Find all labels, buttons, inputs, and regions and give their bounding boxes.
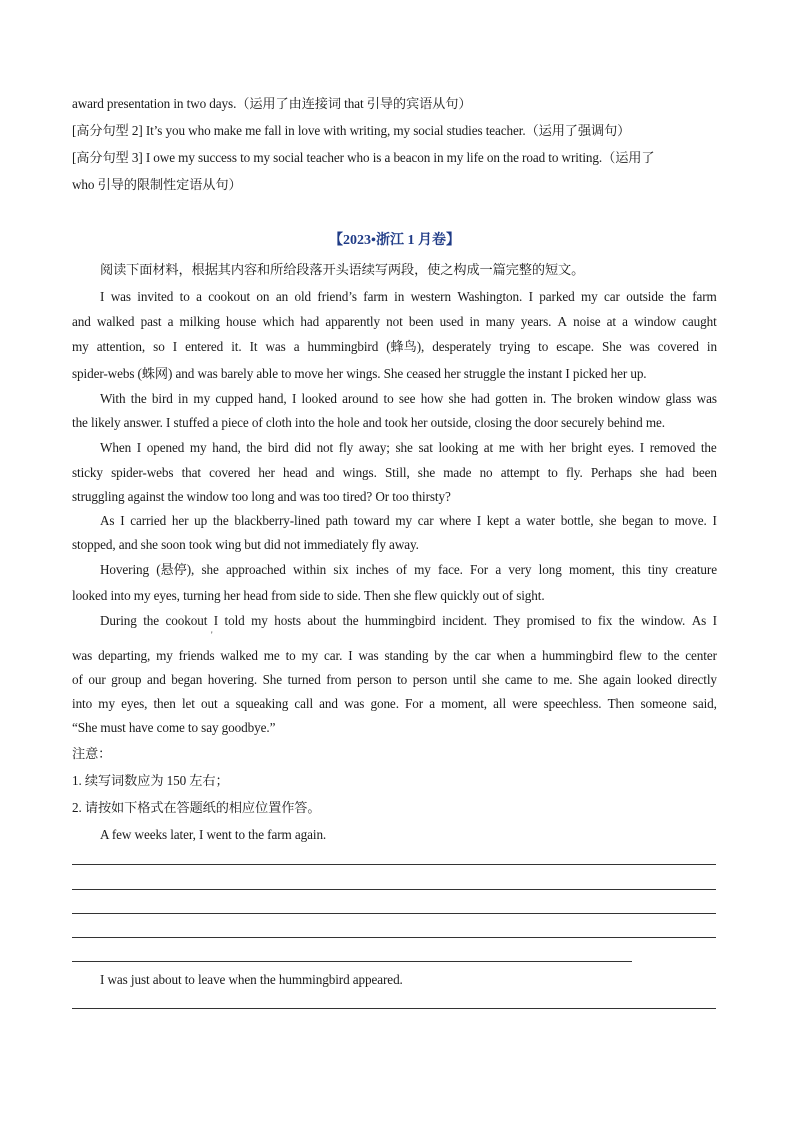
instruction: 阅读下面材料，根据其内容和所给段落开头语续写两段，使之构成一篇完整的短文。	[100, 262, 585, 277]
top-line-1: award presentation in two days.（运用了由连接词 that 引导的宾语从句）	[72, 96, 472, 111]
p2-line-1: With the bird in my cupped hand, I looked around to see how she had gotten in. The broken window glass was	[100, 391, 717, 406]
paragraph-opener-1: A few weeks later, I went to the farm again.	[100, 827, 327, 842]
p6-line-1: During the cookout I told my hosts about the hummingbird incident. They promised to fix the window. As I	[100, 613, 717, 628]
answer-line-4[interactable]	[72, 937, 716, 938]
p1-line-2: and walked past a milking house which had apparently not been used in many years. A noise at a window caught	[72, 314, 717, 329]
answer-line-5[interactable]	[72, 961, 632, 962]
note-1: 1. 续写词数应为 150 左右；	[72, 773, 229, 788]
p1-line-3: my attention, so I entered it. It was a hummingbird (蜂鸟), desperately trying to escape. She was covered in	[72, 339, 717, 354]
answer-line-6[interactable]	[72, 1008, 716, 1009]
top-line-3: [高分句型 3] I owe my success to my social teacher who is a beacon in my life on the road to writing.（运用了	[72, 150, 655, 165]
p4-line-1: As I carried her up the blackberry-lined path toward my car where I kept a water bottle, she began to move. I	[100, 513, 717, 528]
p3-line-3: struggling against the window too long and was too tired? Or too thirsty?	[72, 489, 451, 504]
p3-line-2: sticky spider-webs that covered her head and wings. Still, she made no attempt to fly. Perhaps she had been	[72, 465, 717, 480]
top-line-4: who 引导的限制性定语从句）	[72, 177, 242, 192]
p3-line-1: When I opened my hand, the bird did not fly away; she sat looking at me with her bright eyes. I removed the	[100, 440, 717, 455]
p6-line-5: “She must have come to say goodbye.”	[72, 720, 276, 735]
answer-line-3[interactable]	[72, 913, 716, 914]
p5-line-2: looked into my eyes, turning her head from side to side. Then she flew quickly out of sight.	[72, 588, 545, 603]
p1-line-1: I was invited to a cookout on an old friend’s farm in western Washington. I parked my car outside the farm	[100, 289, 717, 304]
p4-line-2: stopped, and she soon took wing but did not immediately fly away.	[72, 537, 419, 552]
p5-line-1: Hovering (悬停), she approached within six inches of my face. For a very long moment, this tiny creature	[100, 562, 717, 577]
notes-label: 注意：	[72, 746, 112, 761]
answer-line-1[interactable]	[72, 864, 716, 865]
stray-mark: '	[211, 630, 213, 640]
note-2: 2. 请按如下格式在答题纸的相应位置作答。	[72, 800, 321, 815]
p6-line-4: into my eyes, then let out a squeaking call and was gone. For a moment, all were speechless. Then someone said,	[72, 696, 717, 711]
section-title: 【2023•浙江 1 月卷】	[329, 233, 460, 248]
top-line-2: [高分句型 2] It’s you who make me fall in love with writing, my social studies teacher.（运用了强调句）	[72, 123, 631, 138]
p1-line-4: spider-webs (蛛网) and was barely able to move her wings. She ceased her struggle the instant I picked her up.	[72, 366, 647, 381]
p6-line-3: of our group and began hovering. She turned from person to person until she came to me. She again looked directly	[72, 672, 717, 687]
paragraph-opener-2: I was just about to leave when the hummingbird appeared.	[100, 972, 403, 987]
answer-line-2[interactable]	[72, 889, 716, 890]
p2-line-2: the likely answer. I stuffed a piece of cloth into the hole and took her outside, closing the door securely behind me.	[72, 415, 665, 430]
p6-line-2: was departing, my friends walked me to my car. I was standing by the car when a hummingbird flew to the center	[72, 648, 717, 663]
